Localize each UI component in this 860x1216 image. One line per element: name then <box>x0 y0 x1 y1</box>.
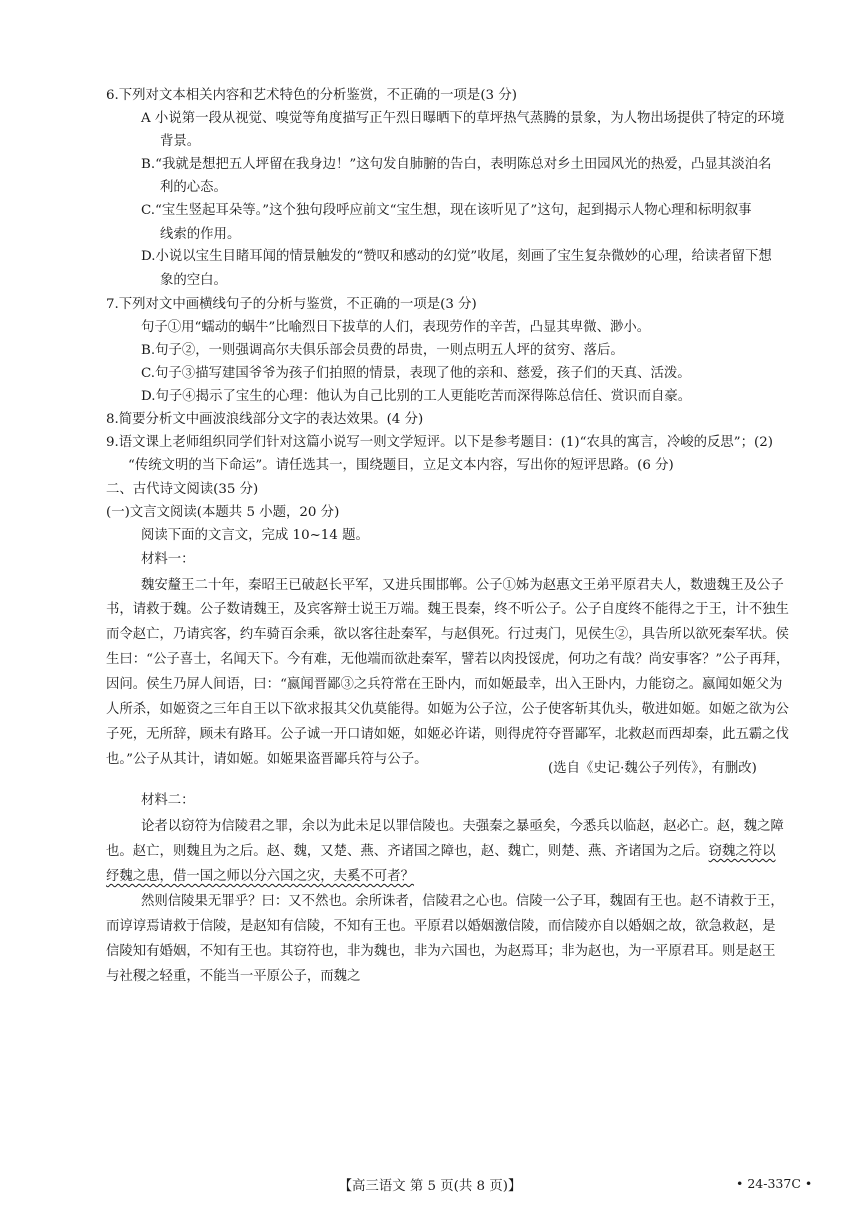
material-2-line: 而谆谆焉请救于信陵，是赵知有信陵，不知有王也。平原君以婚姻激信陵，而信陵亦自以婚姻之故，欲急救赵，是 <box>106 919 776 934</box>
q7-stem: 7.下列对文中画横线句子的分析与鉴赏，不正确的一项是(3 分) <box>106 297 477 312</box>
section-heading: 二、古代诗文阅读(35 分) <box>106 482 259 497</box>
q9-line1: 9.语文课上老师组织同学们针对这篇小说写一则文学短评。以下是参考题目：(1)“农具的寓言，冷峻的反思”；(2) <box>106 435 773 450</box>
q7-option-a: 句子①用“蠕动的蜗牛”比喻烈日下拔草的人们，表现劳作的辛苦，凸显其卑微、渺小。 <box>141 320 651 335</box>
exam-code: • 24-337C • <box>736 1176 813 1191</box>
q7-option-b: B.句子②，一则强调高尔夫俱乐部会员费的昂贵，一则点明五人坪的贫穷、落后。 <box>141 343 624 358</box>
q6-option-c-line1: C.“宝生竖起耳朵等。”这个独句段呼应前文“宝生想，现在该听见了”这句，起到揭示人物心理和标明叙事 <box>141 203 752 218</box>
q6-stem: 6.下列对文本相关内容和艺术特色的分析鉴赏，不正确的一项是(3 分) <box>106 88 517 103</box>
material-1-line: 子死，无所辞，顾未有路耳。公子诚一开口请如姬，如姬必许诺，则得虎符夺晋鄙军，北救赵而西却秦，此五霸之伐 <box>106 727 789 742</box>
material-1-line: 魏安釐王二十年，秦昭王已破赵长平军，又进兵围邯郸。公子①姊为赵惠文王弟平原君夫人，数遗魏王及公子 <box>141 578 784 593</box>
q7-option-d: D.句子④揭示了宝生的心理：他认为自己比别的工人更能吃苦而深得陈总信任、赏识而自豪。 <box>141 389 692 404</box>
q6-option-a-line2: 背景。 <box>160 134 201 149</box>
q6-option-d-line1: D.小说以宝生目睹耳闻的情景触发的“赞叹和感动的幻觉”收尾，刻画了宝生复杂微妙的心理，给读者留下想 <box>141 249 772 264</box>
material-2-line: 信陵知有婚姻，不知有王也。其窃符也，非为魏也，非为六国也，为赵焉耳；非为赵也，为一平原君耳。则是赵王 <box>106 944 776 959</box>
material-1-title: 材料一： <box>141 552 195 567</box>
q6-option-a-line1: A 小说第一段从视觉、嗅觉等角度描写正午烈日曝晒下的草坪热气蒸腾的景象，为人物出场提供了特定的环境 <box>141 111 785 126</box>
material-1-line: 而令赵亡，乃请宾客，约车骑百余乘，欲以客往赴秦军，与赵俱死。行过夷门，见侯生②，具告所以欲死秦军状。侯 <box>106 627 789 642</box>
material-2-title: 材料二： <box>141 793 195 808</box>
q8-stem: 8.简要分析文中画波浪线部分文字的表达效果。(4 分) <box>106 412 424 427</box>
q6-option-d-line2: 象的空白。 <box>160 273 227 288</box>
subsection-heading: (一)文言文阅读(本题共 5 小题，20 分) <box>106 505 340 520</box>
reading-instruction: 阅读下面的文言文，完成 10~14 题。 <box>141 528 369 543</box>
q6-option-b-line2: 利的心态。 <box>160 180 227 195</box>
q6-option-c-line2: 线索的作用。 <box>160 227 241 242</box>
material-1-line: 也。”公子从其计，请如姬。如姬果盗晋鄙兵符与公子。 <box>106 752 428 767</box>
material-1-line: 书，请救于魏。公子数请魏王，及宾客辩士说王万端。魏王畏秦，终不听公子。公子自度终不能得之于王，计不独生 <box>106 602 789 617</box>
material-1-line: 生曰：“公子喜士，名闻天下。今有难，无他端而欲赴秦军，譬若以肉投馁虎，何功之有哉？尚安事客？”公子再拜， <box>106 652 790 667</box>
page-footer: 【高三语文 第 5 页(共 8 页)】 <box>338 1179 522 1194</box>
material-2-line: 然则信陵果无罪乎？曰：又不然也。余所诛者，信陵君之心也。信陵一公子耳，魏固有王也。赵不请救于王， <box>141 894 784 909</box>
wavy-underlined-text: 纾魏之患，借一国之师以分六国之灾，夫奚不可者？ <box>106 869 414 884</box>
wavy-underlined-text: 窃魏之符以 <box>708 844 776 859</box>
material-2-line <box>106 843 776 861</box>
q7-option-c: C.句子③描写建国爷爷为孩子们拍照的情景，表现了他的亲和、慈爱，孩子们的天真、活泼。 <box>141 366 691 381</box>
material-2-line <box>106 868 414 886</box>
q6-option-b-line1: B.“我就是想把五人坪留在我身边！”这句发自肺腑的告白，表明陈总对乡土田园风光的热爱，凸显其淡泊名 <box>141 157 772 172</box>
material-2-line: 与社稷之轻重，不能当一平原公子，而魏之 <box>106 969 361 984</box>
material-1-line: 人所杀，如姬资之三年自王以下欲求报其父仇莫能得。如姬为公子泣，公子使客斩其仇头，敬进如姬。如姬之欲为公 <box>106 702 789 717</box>
material-1-line: 因问。侯生乃屏人间语，曰：“嬴闻晋鄙③之兵符常在王卧内，而如姬最幸，出入王卧内，力能窃之。嬴闻如姬父为 <box>106 677 783 692</box>
material-2-text: 也。赵亡，则魏且为之后。赵、魏，又楚、燕、齐诸国之障也，赵、魏亡，则楚、燕、齐诸国为之后。 <box>106 844 709 859</box>
material-1-source: (选自《史记·魏公子列传》，有删改) <box>548 761 757 776</box>
material-2-line: 论者以窃符为信陵君之罪，余以为此未足以罪信陵也。夫强秦之暴亟矣，今悉兵以临赵，赵必亡。赵，魏之障 <box>141 819 784 834</box>
q9-line2: “传统文明的当下命运”。请任选其一，围绕题目，立足文本内容，写出你的短评思路。(6 分) <box>128 458 674 473</box>
